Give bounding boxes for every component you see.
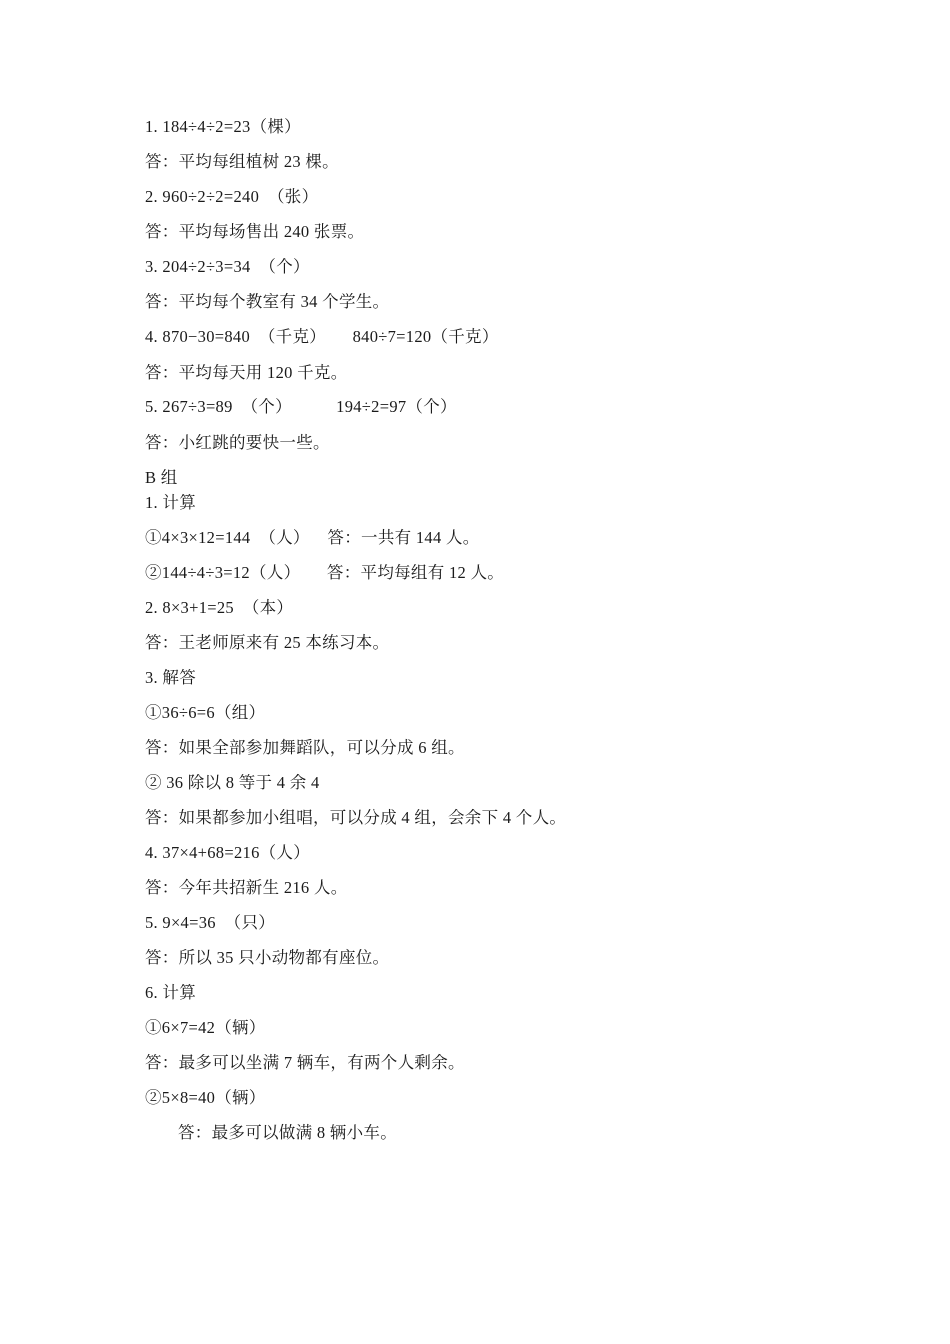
answer-line-4: 答：平均每场售出 240 张票。 — [145, 222, 365, 241]
answer-line-3: 2. 960÷2÷2=240 （张） — [145, 187, 319, 206]
answer-line-1: 1. 184÷4÷2=23（棵） — [145, 117, 301, 136]
answer-line-16: 答：王老师原来有 25 本练习本。 — [145, 633, 390, 652]
answer-line-27: ①6×7=42（辆） — [145, 1018, 266, 1037]
answer-line-13: ①4×3×12=144 （人） 答：一共有 144 人。 — [145, 528, 480, 547]
answer-line-7: 4. 870−30=840 （千克） 840÷7=120（千克） — [145, 327, 499, 346]
answer-line-9: 5. 267÷3=89 （个） 194÷2=97（个） — [145, 397, 457, 416]
answer-line-18: ①36÷6=6（组） — [145, 703, 266, 722]
answer-line-21: 答：如果都参加小组唱，可以分成 4 组，会余下 4 个人。 — [145, 808, 567, 827]
answer-line-28: 答：最多可以坐满 7 辆车，有两个人剩余。 — [145, 1053, 465, 1072]
answer-line-5: 3. 204÷2÷3=34 （个） — [145, 257, 310, 276]
answer-line-2: 答：平均每组植树 23 棵。 — [145, 152, 339, 171]
answer-line-14: ②144÷4÷3=12（人） 答：平均每组有 12 人。 — [145, 563, 505, 582]
answer-line-30: 答：最多可以做满 8 辆小车。 — [178, 1123, 397, 1142]
answer-line-12: 1. 计算 — [145, 493, 196, 512]
answer-line-26: 6. 计算 — [145, 983, 196, 1002]
section-heading-b: B 组 — [145, 468, 178, 487]
answer-line-17: 3. 解答 — [145, 668, 196, 687]
answer-line-10: 答：小红跳的要快一些。 — [145, 433, 330, 452]
answer-line-19: 答：如果全部参加舞蹈队，可以分成 6 组。 — [145, 738, 465, 757]
answer-line-15: 2. 8×3+1=25 （本） — [145, 598, 294, 617]
answer-line-6: 答：平均每个教室有 34 个学生。 — [145, 292, 390, 311]
answer-line-22: 4. 37×4+68=216（人） — [145, 843, 311, 862]
answer-line-29: ②5×8=40（辆） — [145, 1088, 266, 1107]
answer-line-23: 答：今年共招新生 216 人。 — [145, 878, 348, 897]
answer-line-25: 答：所以 35 只小动物都有座位。 — [145, 948, 390, 967]
answer-line-8: 答：平均每天用 120 千克。 — [145, 363, 348, 382]
answer-line-20: ② 36 除以 8 等于 4 余 4 — [145, 773, 320, 792]
answer-line-24: 5. 9×4=36 （只） — [145, 913, 276, 932]
